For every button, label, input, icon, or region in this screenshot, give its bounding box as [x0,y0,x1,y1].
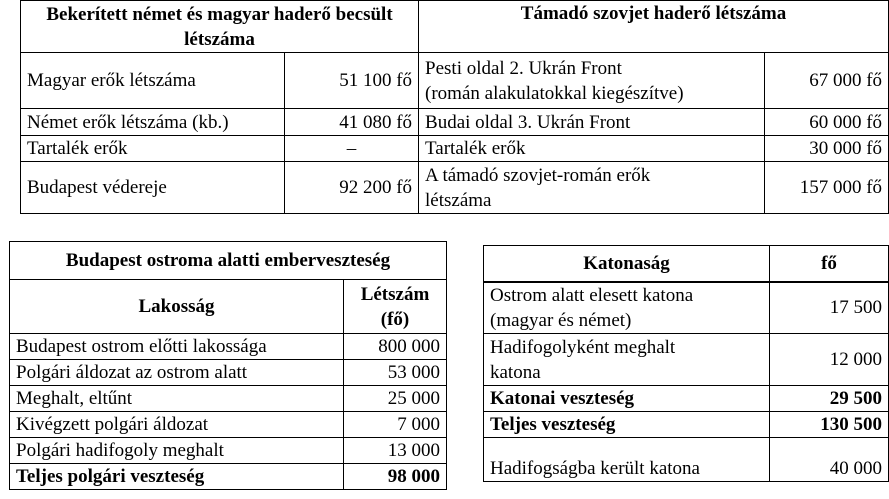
military-row-label [484,282,770,334]
civilian-total-value: 98 000 [344,464,447,490]
forces-left-value: 51 100 fő [285,53,419,109]
forces-right-label-line: A támadó szovjet-román erők [425,164,651,186]
civilian-col-value-line: Létszám [360,283,430,305]
civilian-row-value: 53 000 [344,360,447,386]
forces-left-label: Német erők létszáma (kb.) [21,109,285,136]
civilian-row-label: Polgári áldozat az ostrom alatt [10,360,344,386]
civilian-total-label: Teljes polgári veszteség [10,464,344,490]
forces-left-label: Tartalék erők [21,136,285,162]
table-row [21,109,889,136]
forces-left-header: Bekerített német és magyar haderő becsült létszáma [21,1,419,53]
table-row [484,386,889,412]
forces-right-value: 30 000 fő [765,136,889,162]
military-row-value: 17 500 [770,282,889,334]
civilian-loss-table [9,241,447,490]
forces-table [20,0,889,214]
grand-total-label: Teljes veszteség [484,412,770,438]
table-row [484,412,889,438]
military-row-label [484,334,770,386]
civilian-row-value: 13 000 [344,438,447,464]
forces-right-value: 60 000 fő [765,109,889,136]
table-row [484,282,889,334]
military-total-value: 29 500 [770,386,889,412]
forces-right-value: 157 000 fő [765,162,889,214]
table-row [484,334,889,386]
forces-left-value: 41 080 fő [285,109,419,136]
civilian-col-value [344,280,447,334]
military-row-label-line: Ostrom alatt elesett katona [490,284,694,306]
table-row [21,136,889,162]
military-row-value: 12 000 [770,334,889,386]
table-row [10,412,447,438]
forces-right-label-line: létszáma [425,189,492,211]
forces-right-label: Tartalék erők [419,136,765,162]
civilian-row-label: Meghalt, eltűnt [10,386,344,412]
forces-right-label-line: Pesti oldal 2. Ukrán Front [425,57,622,79]
civilian-title: Budapest ostroma alatti emberveszteség [10,242,447,280]
table-row [10,360,447,386]
military-row-label-line: katona [490,361,541,383]
civilian-row-label: Polgári hadifogoly meghalt [10,438,344,464]
military-row-label-line: Hadifogolyként meghalt [490,336,676,358]
civilian-col-value-line: (fő) [380,308,410,330]
table-row [10,438,447,464]
table-row [10,464,447,490]
civilian-row-label: Budapest ostrom előtti lakossága [10,334,344,360]
military-col-label: Katonaság [484,246,770,282]
forces-right-label-line: (román alakulatokkal kiegészítve) [425,82,684,104]
civilian-row-label: Kivégzett polgári áldozat [10,412,344,438]
forces-right-value: 67 000 fő [765,53,889,109]
forces-right-label [419,53,765,109]
forces-left-value: – [285,136,419,162]
military-col-value: fő [770,246,889,282]
forces-left-label: Budapest védereje [21,162,285,214]
civilian-row-value: 800 000 [344,334,447,360]
forces-right-label: Budai oldal 3. Ukrán Front [419,109,765,136]
table-row [21,53,889,109]
table-row [10,386,447,412]
table-row [10,334,447,360]
forces-left-value: 92 200 fő [285,162,419,214]
forces-right-label [419,162,765,214]
civilian-row-value: 7 000 [344,412,447,438]
civilian-col-label: Lakosság [10,280,344,334]
table-row [484,438,889,482]
pow-label: Hadifogságba került katona [484,438,770,482]
table-row [21,162,889,214]
forces-left-label: Magyar erők létszáma [21,53,285,109]
military-loss-table [483,245,889,482]
military-row-label-line: (magyar és német) [490,309,632,331]
grand-total-value: 130 500 [770,412,889,438]
pow-value: 40 000 [770,438,889,482]
forces-right-header: Támadó szovjet haderő létszáma [419,1,889,53]
civilian-row-value: 25 000 [344,386,447,412]
military-total-label: Katonai veszteség [484,386,770,412]
